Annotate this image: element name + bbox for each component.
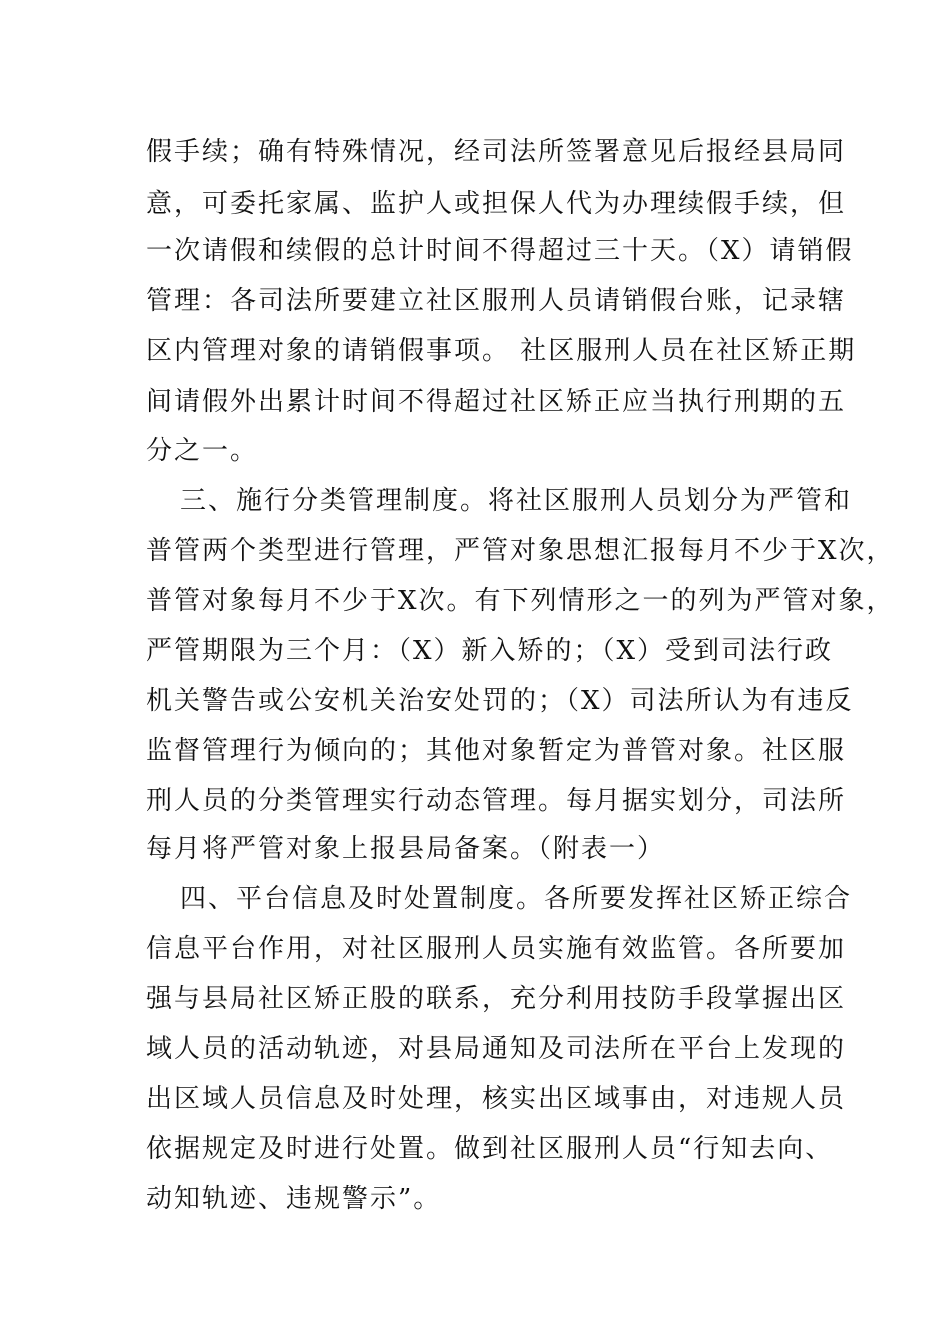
text-line: 意，可委托家属、监护人或担保人代为办理续假手续，但: [146, 189, 847, 219]
text-line: 动知轨迹、违规警示”。: [146, 1184, 442, 1214]
text-line: 区内管理对象的请销假事项。 社区服刑人员在社区矫正期: [146, 336, 857, 366]
text-line: 每月将严管对象上报县局备案。（附表一）: [146, 834, 666, 864]
text-line: 强与县局社区矫正股的联系，充分利用技防手段掌握出区: [146, 984, 847, 1014]
text-line: 机关警告或公安机关治安处罚的；（X）司法所认为有违反: [146, 686, 854, 716]
text-line: 普管对象每月不少于X次。有下列情形之一的列为严管对象，: [146, 586, 895, 616]
section-heading-line: 三、施行分类管理制度。将社区服刑人员划分为严管和: [180, 486, 853, 516]
text-line: 刑人员的分类管理实行动态管理。每月据实划分，司法所: [146, 786, 847, 816]
text-line: 严管期限为三个月：（X）新入矫的；（X）受到司法行政: [146, 636, 834, 666]
text-line: 出区域人员信息及时处理，核实出区域事由，对违规人员: [146, 1084, 847, 1114]
text-line: 分之一。: [146, 436, 259, 466]
text-line: 假手续；确有特殊情况，经司法所签署意见后报经县局同: [146, 137, 847, 167]
text-line: 域人员的活动轨迹，对县局通知及司法所在平台上发现的: [146, 1034, 847, 1064]
text-line: 普管两个类型进行管理，严管对象思想汇报每月不少于X次，: [146, 536, 895, 566]
text-line: 监督管理行为倾向的；其他对象暂定为普管对象。社区服: [146, 736, 847, 766]
text-line: 间请假外出累计时间不得超过社区矫正应当执行刑期的五: [146, 387, 847, 417]
text-line: 依据规定及时进行处置。做到社区服刑人员“行知去向、: [146, 1134, 834, 1164]
section-heading-line: 四、平台信息及时处置制度。各所要发挥社区矫正综合: [180, 884, 853, 914]
text-line: 信息平台作用，对社区服刑人员实施有效监管。各所要加: [146, 934, 847, 964]
text-line: 一次请假和续假的总计时间不得超过三十天。（X）请销假: [146, 236, 854, 266]
text-line: 管理：各司法所要建立社区服刑人员请销假台账，记录辖: [146, 286, 847, 316]
